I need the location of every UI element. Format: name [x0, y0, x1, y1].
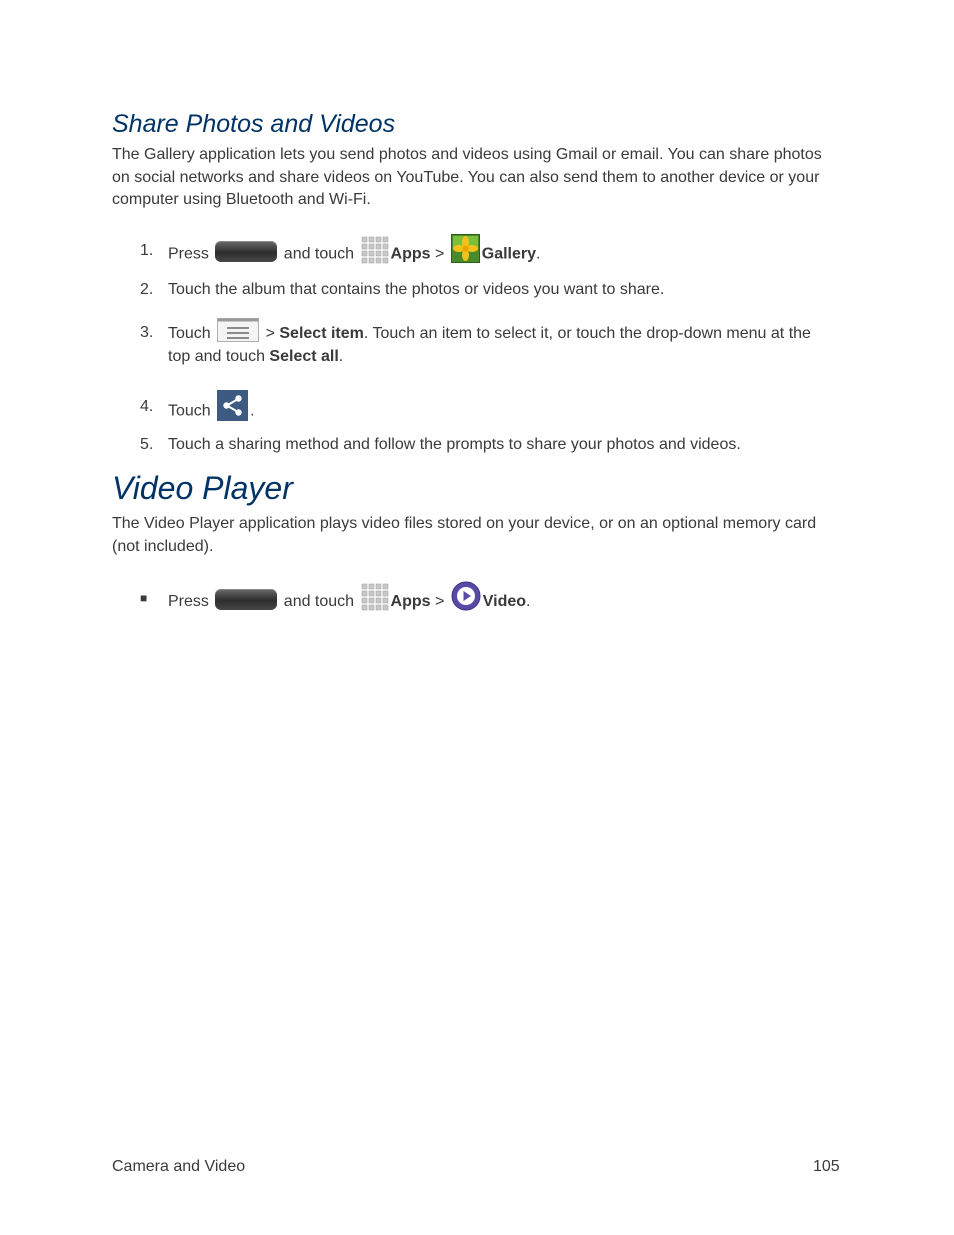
apps-grid-icon: [361, 236, 389, 264]
step-text: Touch > Select item. Touch an item to select it, or touch the drop-down menu at the top and touch Select all.: [168, 322, 833, 368]
step-text: Press and touch Apps > Gallery.: [168, 240, 833, 269]
video-player-intro: The Video Player application plays video files stored on your device, or on an optional memory card (not included).: [112, 515, 817, 555]
home-key-icon: [215, 589, 277, 610]
video-player-heading: Video Player: [112, 470, 293, 506]
section-heading: Share Photos and Videos: [112, 110, 396, 138]
section-intro: The Gallery application lets you send photos and videos using Gmail or email. You can share photos on social networks and share videos on YouTube. You can also send them to another device or your computer using Bluetooth and Wi-Fi.: [112, 146, 822, 208]
footer-chapter: Camera and Video: [112, 1158, 246, 1175]
step-text: Touch the album that contains the photos or videos you want to share.: [168, 281, 665, 298]
step-number: 1.: [140, 242, 154, 259]
step-number: 2.: [140, 281, 154, 298]
home-key-icon: [215, 241, 277, 262]
step-text: Touch .: [168, 396, 833, 427]
bullet-text: Press and touch Apps > Video.: [168, 587, 833, 617]
page-number: 105: [813, 1158, 840, 1175]
step-number: 5.: [140, 436, 154, 453]
bullet-mark: ■: [140, 591, 148, 605]
apps-grid-icon: [361, 583, 389, 611]
gallery-icon: [451, 234, 480, 263]
step-number: 3.: [140, 324, 154, 341]
menu-icon: [217, 318, 259, 342]
video-icon: [451, 581, 481, 611]
share-icon: [217, 390, 248, 421]
step-text: Touch a sharing method and follow the prompts to share your photos and videos.: [168, 436, 741, 453]
step-number: 4.: [140, 398, 154, 415]
